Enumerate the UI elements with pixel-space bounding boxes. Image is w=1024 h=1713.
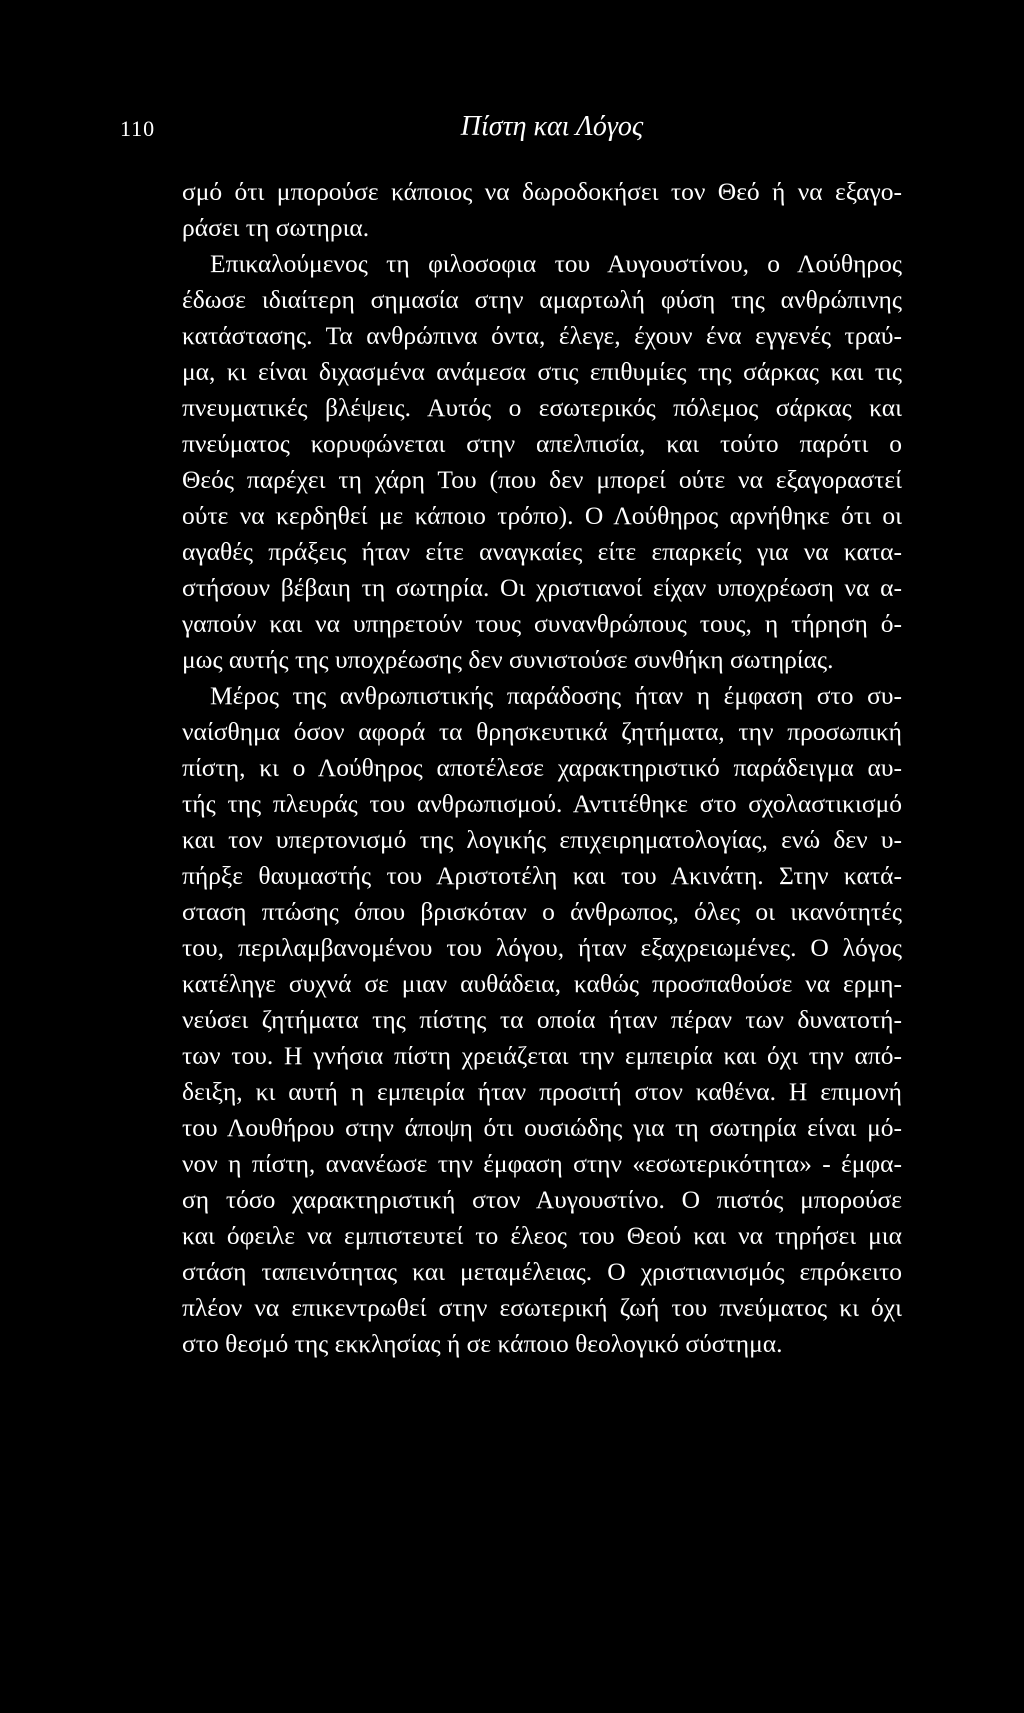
text-line: στο θεσμό της εκκλησίας ή σε κάποιο θεολογικό σύστημα. (182, 1329, 783, 1358)
text-line: δειξη, κι αυτή η εμπειρία ήταν προσιτή στον καθένα. Η επιμονή (182, 1077, 902, 1106)
text-line: ούτε να κερδηθεί με κάποιο τρόπο). Ο Λούθηρος αρνήθηκε ότι οι (182, 501, 902, 530)
text-line: πίστη, κι ο Λούθηρος αποτέλεσε χαρακτηριστικό παράδειγμα αυ- (182, 753, 902, 782)
text-line: νον η πίστη, ανανέωσε την έμφαση στην «εσωτερικότητα» - έμφα- (182, 1149, 902, 1178)
text-line: πήρξε θαυμαστής του Αριστοτέλη και του Ακινάτη. Στην κατά- (182, 861, 902, 890)
text-line: του, περιλαμβανομένου του λόγου, ήταν εξαχρειωμένες. Ο λόγος (182, 933, 902, 962)
text-line: ση τόσο χαρακτηριστική στον Αυγουστίνο. Ο πιστός μπορούσε (182, 1185, 902, 1214)
text-line: των του. Η γνήσια πίστη χρειάζεται την εμπειρία και όχι την από- (182, 1041, 902, 1070)
text-line: σταση πτώσης όπου βρισκόταν ο άνθρωπος, όλες οι ικανότητές (182, 897, 902, 926)
text-line: νεύσει ζητήματα της πίστης τα οποία ήταν πέραν των δυνατοτή- (182, 1005, 902, 1034)
body-text (182, 174, 902, 1362)
text-line: και όφειλε να εμπιστευτεί το έλεος του Θεού και να τηρήσει μια (182, 1221, 902, 1250)
text-line: Επικαλούμενος τη φιλοσοφια του Αυγουστίνου, ο Λούθηρος (210, 249, 902, 278)
text-line: Θεός παρέχει τη χάρη Του (που δεν μπορεί ούτε να εξαγοραστεί (182, 465, 902, 494)
text-line: γαπούν και να υπηρετούν τους συνανθρώπους τους, η τήρηση ό- (182, 609, 902, 638)
text-line: ράσει τη σωτηρια. (182, 213, 370, 242)
text-line: στήσουν βέβαιη τη σωτηρία. Οι χριστιανοί είχαν υποχρέωση να α- (182, 573, 902, 602)
text-line: πλέον να επικεντρωθεί στην εσωτερική ζωή του πνεύματος κι όχι (182, 1293, 902, 1322)
text-line: και τον υπερτονισμό της λογικής επιχειρηματολογίας, ενώ δεν υ- (182, 825, 902, 854)
text-line: μως αυτής της υποχρέωσης δεν συνιστούσε συνθήκη σωτηρίας. (182, 645, 834, 674)
page-number: 110 (120, 116, 156, 141)
text-line: ναίσθημα όσον αφορά τα θρησκευτικά ζητήματα, την προσωπική (182, 717, 902, 746)
text-line: κατέληγε συχνά σε μιαν αυθάδεια, καθώς προσπαθούσε να ερμη- (182, 969, 902, 998)
running-head-title: Πίστη και Λόγος (460, 111, 644, 142)
text-line: Μέρος της ανθρωπιστικής παράδοσης ήταν η έμφαση στο συ- (210, 681, 902, 710)
text-line: μα, κι είναι διχασμένα ανάμεσα στις επιθυμίες της σάρκας και τις (182, 357, 902, 386)
text-line: κατάστασης. Τα ανθρώπινα όντα, έλεγε, έχουν ένα εγγενές τραύ- (182, 321, 902, 350)
text-line: τής της πλευράς του ανθρωπισμού. Αντιτέθηκε στο σχολαστικισμό (182, 789, 902, 818)
text-line: πνεύματος κορυφώνεται στην απελπισία, και τούτο παρότι ο (182, 429, 902, 458)
text-line: έδωσε ιδιαίτερη σημασία στην αμαρτωλή φύση της ανθρώπινης (182, 285, 902, 314)
text-line: του Λουθήρου στην άποψη ότι ουσιώδης για τη σωτηρία είναι μό- (182, 1113, 902, 1142)
text-line: πνευματικές βλέψεις. Αυτός ο εσωτερικός πόλεμος σάρκας και (182, 393, 902, 422)
text-line: στάση ταπεινότητας και μεταμέλειας. Ο χριστιανισμός επρόκειτο (182, 1257, 902, 1286)
text-line: σμό ότι μπορούσε κάποιος να δωροδοκήσει τον Θεό ή να εξαγο- (182, 177, 902, 206)
text-line: αγαθές πράξεις ήταν είτε αναγκαίες είτε επαρκείς για να κατα- (182, 537, 902, 566)
